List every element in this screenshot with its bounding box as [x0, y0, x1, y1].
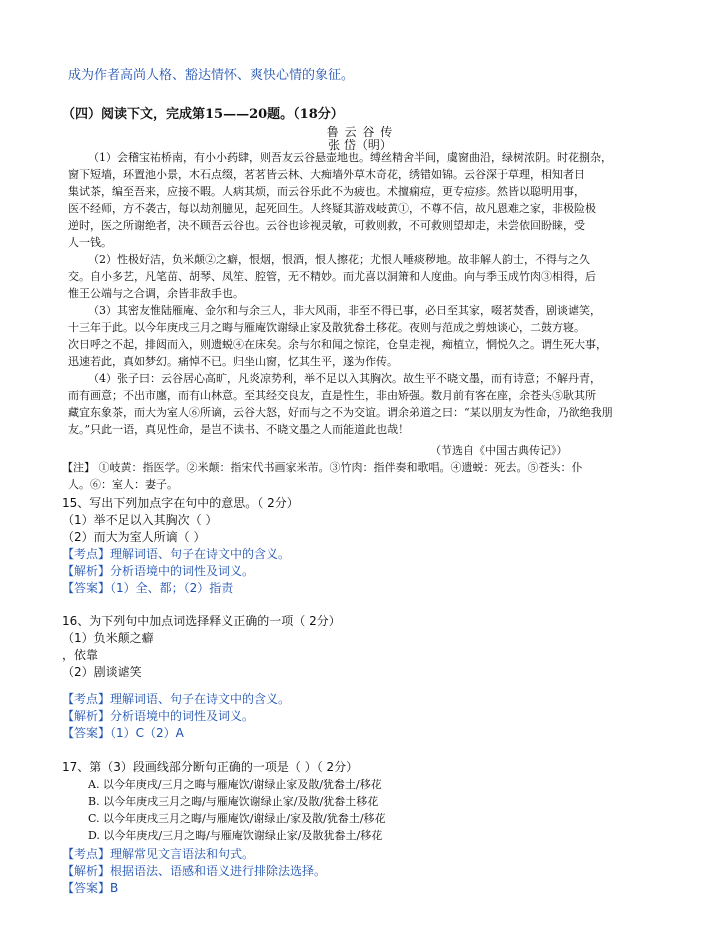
question-17: 17、第（3）段画线部分断句正确的一项是（ ）（ 2分） — [62, 760, 359, 774]
section-heading: （四）阅读下文，完成第15——20题。（18分） — [62, 107, 344, 122]
jiexi-label: 【解析】分析语境中的词性及词义。 — [62, 564, 255, 578]
passage-line: （4）张子曰：云谷居心高旷，凡炎凉势利，举不足以入其胸次。故生平不晓文墨，而有诗意；不解丹青， — [88, 372, 601, 385]
option-a: A. 以今年庚戌/三月之晦与雁庵饮/谢绿止家及散/犹畚土/移花 — [88, 778, 382, 791]
kaodian-label: 【考点】理解常见文言语法和句式。 — [62, 847, 255, 861]
passage-line: （1）会稽宝祐桥南，有小小药肆，则吾友云谷悬壶地也。缚丝精舍半间，虞窗曲沿，绿树浓阴。时花捌杂， — [88, 151, 612, 164]
option-c: C. 以今年庚戌三月之晦/与雁庵饮/谢绿止/家及散/犹畚土/移花 — [88, 812, 386, 825]
passage-line: 集试茶，编至吾来，应接不暇。人病其烦，而云谷乐此不为疲也。术擅痫痘，更专痘疹。然皆以聪明用事， — [68, 185, 585, 198]
answer-label: 【答案】B — [62, 881, 119, 895]
jiexi-label: 【解析】分析语境中的词性及词义。 — [62, 709, 255, 723]
option-b: B. 以今年庚戌三月之晦/与雁庵饮谢绿止家/及散/犹畚土移花 — [88, 795, 379, 808]
jiexi-label: 【解析】根据语法、语感和语义进行排除法选择。 — [62, 864, 327, 878]
passage-line: （2）性极好洁，负米颠②之癖，恨烟，恨酒，恨人擦花；尤恨人唾痰秽地。故非解人韵士，不得与之久 — [88, 253, 590, 266]
passage-line: 交。自小多艺，凡笔苗、胡琴、凤笙、腔管，无不精妙。而尤喜以洞箫和人度曲。向与季玉成竹肉③相得，后 — [68, 270, 596, 283]
answer-label: 【答案】（1）C（2）A — [62, 726, 184, 740]
question-15: 15、写出下列加点字在句中的意思。（ 2分） — [62, 496, 299, 510]
passage-line: 而有画意；不出市廛，而有山林意。至其经交良友，直是性生，非由矫强。数月前有客在座，余苍头⑤耿其所 — [68, 389, 596, 402]
notes-line: 人。⑥：室人：妻子。 — [68, 478, 178, 491]
question-item: （2）而大为室人所谪（ ） — [62, 530, 206, 544]
question-item: （1）负米颠之癖 — [62, 631, 154, 645]
passage-title: 鲁 云 谷 传 — [326, 125, 394, 139]
option-d: D. 以今年庚戌/三月之晦/与雁庵饮谢绿止家/及散犹畚土/移花 — [88, 829, 383, 842]
passage-line: 人一钱。 — [68, 236, 112, 249]
question-item: （1）举不足以入其胸次（ ） — [62, 513, 218, 527]
passage-line: 次日呼之不起，排闼而入，则遗蜕④在床矣。余与尔和闻之惊诧，仓皇走视，痴植立，惘悦久之。谓生死大事， — [68, 338, 607, 351]
passage-line: 藏宜东象茶，而大为室人⑥所谪，云谷大怒，好而与之不为交谊。谓余弟道之曰：“某以朋友为性命，乃欲绝我朋 — [68, 406, 613, 419]
answer-label: 【答案】（1）全、都；（2）指责 — [62, 581, 234, 595]
notes-line: 【注】 ①岐黄：指医学。②米颠：指宋代书画家米芾。③竹肉：指伴奏和歌唱。④遗蜕：死去。⑤苍头：仆 — [62, 461, 583, 474]
passage-line: 迅速若此，真如梦幻。痛悼不已。归坐山窗，忆其生平，遂为作传。 — [68, 355, 398, 368]
passage-line: 惟王公端与之合调，余皆非敌手也。 — [68, 287, 244, 300]
question-item: （2）剧谈谑笑 — [62, 665, 142, 679]
passage-line: 窗下短墙，环置池小景，木石点缀，茗茗皆云林、大痴墙外草木奇花，绣错如锦。云谷深于草理，相知者日 — [68, 168, 585, 181]
kaodian-label: 【考点】理解词语、句子在诗文中的含义。 — [62, 547, 291, 561]
passage-source: （节选自《中国古典传记》） — [430, 444, 568, 457]
kaodian-label: 【考点】理解词语、句子在诗文中的含义。 — [62, 692, 291, 706]
passage-line: 逆时，医之所谢绝者，决不顾吾云谷也。云谷也诊视灵敏，可救则救，不可救则望却走，未尝依回盼睐，受 — [68, 219, 585, 232]
intro-line: 成为作者高尚人格、豁达情怀、爽快心情的象征。 — [68, 68, 355, 83]
passage-line: （3）其密友惟陆雁庵、金尔和与余三人，非大风雨，非至不得已事，必日至其家，啜茗焚香，剧谈谑笑， — [88, 304, 601, 317]
passage-line: 十三年于此。以今年庚戌三月之晦与雁庵饮谢绿止家及散犹畚土移花。夜则与范成之剪烛谈心，二鼓方寝。 — [68, 321, 585, 334]
question-16: 16、为下列句中加点词选择释义正确的一项（ 2分） — [62, 614, 341, 628]
passage-line: 医不经师，方不袭古，每以劫剂臆见，起死回生。人终疑其游戏岐黄①，不尊不信，故凡恩难之家，非极险极 — [68, 202, 596, 215]
passage-author: 张 岱（明） — [328, 138, 392, 152]
question-gloss: ，依靠 — [62, 648, 99, 662]
passage-line: 友。”只此一语，真见性命，是岂不读书、不晓文墨之人而能道此也哉！ — [68, 423, 410, 436]
